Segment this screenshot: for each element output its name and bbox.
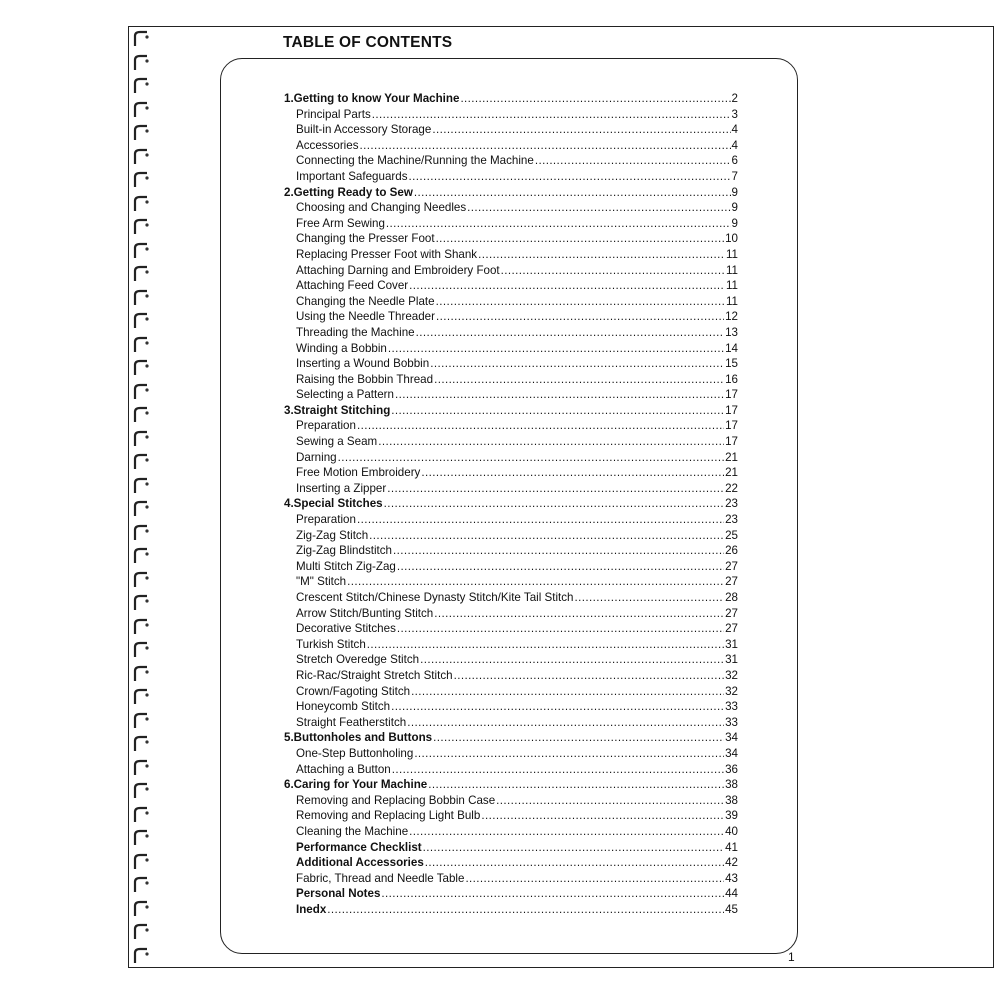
toc-entry-page: 40 bbox=[725, 824, 738, 838]
toc-entry-page: 33 bbox=[725, 700, 738, 714]
spiral-ring-icon bbox=[131, 287, 153, 309]
toc-leader-dots bbox=[360, 138, 731, 154]
toc-leader-dots bbox=[501, 263, 725, 279]
spiral-ring-icon bbox=[131, 99, 153, 121]
spiral-ring-icon bbox=[131, 569, 153, 591]
toc-entry-label: Free Arm Sewing bbox=[296, 216, 385, 230]
spiral-ring-icon bbox=[131, 686, 153, 708]
spiral-ring-icon bbox=[131, 498, 153, 520]
toc-leader-dots bbox=[436, 294, 725, 310]
toc-entry-label: 4.Special Stitches bbox=[284, 497, 383, 511]
toc-section bbox=[284, 730, 738, 746]
toc-subentry bbox=[284, 138, 738, 154]
toc-entry-page: 2 bbox=[731, 92, 738, 105]
toc-entry-page: 38 bbox=[725, 793, 738, 807]
toc-subentry bbox=[284, 902, 738, 918]
spiral-ring-icon bbox=[131, 475, 153, 497]
toc-entry-page: 31 bbox=[725, 637, 738, 651]
toc-subentry bbox=[284, 621, 738, 637]
toc-leader-dots bbox=[414, 185, 731, 201]
spiral-ring-icon bbox=[131, 28, 153, 50]
spiral-ring-icon bbox=[131, 169, 153, 191]
toc-subentry bbox=[284, 263, 738, 279]
spiral-ring-icon bbox=[131, 216, 153, 238]
toc-subentry bbox=[284, 481, 738, 497]
spiral-ring-icon bbox=[131, 428, 153, 450]
toc-entry-label: Built-in Accessory Storage bbox=[296, 123, 432, 137]
toc-leader-dots bbox=[421, 465, 724, 481]
toc-entry-label: Inserting a Wound Bobbin bbox=[296, 357, 430, 371]
toc-leader-dots bbox=[397, 559, 724, 575]
toc-entry-page: 16 bbox=[725, 372, 738, 386]
toc-subentry bbox=[284, 668, 738, 684]
toc-leader-dots bbox=[407, 715, 724, 731]
toc-subentry bbox=[284, 294, 738, 310]
toc-section bbox=[284, 185, 738, 201]
toc-leader-dots bbox=[369, 528, 724, 544]
spiral-ring-icon bbox=[131, 851, 153, 873]
toc-entry-page: 27 bbox=[725, 575, 738, 589]
toc-entry-label: Stretch Overedge Stitch bbox=[296, 653, 420, 667]
toc-subentry bbox=[284, 808, 738, 824]
spiral-ring-icon bbox=[131, 310, 153, 332]
toc-entry-label: Preparation bbox=[296, 419, 356, 433]
toc-entry-label: Darning bbox=[296, 450, 337, 464]
toc-subentry bbox=[284, 652, 738, 668]
toc-entry-label: Attaching Darning and Embroidery Foot bbox=[296, 263, 500, 277]
toc-entry-label: Performance Checklist bbox=[296, 840, 422, 854]
toc-entry-label: 3.Straight Stitching bbox=[284, 403, 391, 417]
toc-section bbox=[284, 777, 738, 793]
toc-entry-page: 39 bbox=[725, 809, 738, 823]
spiral-ring-icon bbox=[131, 146, 153, 168]
spiral-ring-icon bbox=[131, 75, 153, 97]
toc-leader-dots bbox=[423, 840, 724, 856]
toc-subentry bbox=[284, 886, 738, 902]
toc-leader-dots bbox=[386, 216, 731, 232]
toc-leader-dots bbox=[434, 372, 724, 388]
toc-subentry bbox=[284, 341, 738, 357]
spiral-ring-icon bbox=[131, 733, 153, 755]
toc-entry-label: 2.Getting Ready to Sew bbox=[284, 185, 413, 199]
toc-entry-page: 27 bbox=[725, 606, 738, 620]
toc-entry-page: 34 bbox=[725, 731, 738, 745]
toc-leader-dots bbox=[391, 699, 724, 715]
toc-entry-label: Ric-Rac/Straight Stretch Stitch bbox=[296, 668, 453, 682]
toc-leader-dots bbox=[338, 450, 724, 466]
toc-subentry bbox=[284, 746, 738, 762]
spiral-ring-icon bbox=[131, 357, 153, 379]
spiral-ring-icon bbox=[131, 52, 153, 74]
toc-leader-dots bbox=[409, 278, 725, 294]
spiral-ring-icon bbox=[131, 639, 153, 661]
toc-entry-page: 9 bbox=[731, 216, 738, 230]
toc-leader-dots bbox=[381, 886, 724, 902]
toc-entry-page: 17 bbox=[725, 419, 738, 433]
toc-entry-page: 32 bbox=[725, 684, 738, 698]
toc-entry-page: 41 bbox=[725, 840, 738, 854]
toc-entry-label: Replacing Presser Foot with Shank bbox=[296, 247, 478, 261]
spiral-ring-icon bbox=[131, 874, 153, 896]
toc-leader-dots bbox=[367, 637, 724, 653]
toc-entry-page: 15 bbox=[725, 357, 738, 371]
toc-entry-label: Changing the Needle Plate bbox=[296, 294, 435, 308]
toc-entry-label: Accessories bbox=[296, 138, 359, 152]
toc-leader-dots bbox=[436, 231, 725, 247]
toc-entry-page: 36 bbox=[725, 762, 738, 776]
toc-section bbox=[284, 496, 738, 512]
toc-subentry bbox=[284, 840, 738, 856]
toc-leader-dots bbox=[387, 481, 724, 497]
toc-subentry bbox=[284, 543, 738, 559]
toc-entry-page: 38 bbox=[725, 778, 738, 792]
toc-entry-page: 17 bbox=[725, 403, 738, 417]
toc-leader-dots bbox=[397, 621, 724, 637]
toc-entry-label: Decorative Stitches bbox=[296, 622, 396, 636]
toc-entry-page: 31 bbox=[725, 653, 738, 667]
toc-subentry bbox=[284, 434, 738, 450]
toc-entry-label: 5.Buttonholes and Buttons bbox=[284, 731, 433, 745]
toc-entry-label: Winding a Bobbin bbox=[296, 341, 387, 355]
toc-leader-dots bbox=[433, 730, 724, 746]
toc-entry-label: Threading the Machine bbox=[296, 325, 415, 339]
toc-leader-dots bbox=[481, 808, 724, 824]
toc-entry-page: 21 bbox=[725, 450, 738, 464]
toc-subentry bbox=[284, 590, 738, 606]
toc-entry-label: Honeycomb Stitch bbox=[296, 700, 391, 714]
toc-entry-page: 32 bbox=[725, 668, 738, 682]
toc-entry-label: Connecting the Machine/Running the Machine bbox=[296, 154, 534, 168]
toc-section bbox=[284, 91, 738, 107]
toc-leader-dots bbox=[409, 169, 731, 185]
toc-entry-page: 23 bbox=[725, 497, 738, 511]
toc-subentry bbox=[284, 559, 738, 575]
toc-leader-dots bbox=[467, 200, 730, 216]
toc-entry-page: 33 bbox=[725, 715, 738, 729]
toc-leader-dots bbox=[432, 122, 730, 138]
toc-entry-page: 28 bbox=[725, 591, 738, 604]
toc-entry-label: Sewing a Seam bbox=[296, 435, 378, 449]
toc-leader-dots bbox=[575, 590, 725, 606]
toc-leader-dots bbox=[420, 652, 724, 668]
toc-entry-page: 17 bbox=[725, 435, 738, 449]
toc-entry-page: 12 bbox=[725, 310, 738, 324]
toc-subentry bbox=[284, 684, 738, 700]
spiral-ring-icon bbox=[131, 804, 153, 826]
toc-leader-dots bbox=[430, 356, 724, 372]
toc-entry-label: Arrow Stitch/Bunting Stitch bbox=[296, 606, 434, 620]
toc-entry-page: 11 bbox=[725, 263, 738, 277]
toc-leader-dots bbox=[460, 91, 730, 107]
toc-entry-label: Removing and Replacing Bobbin Case bbox=[296, 793, 496, 807]
toc-entry-page: 6 bbox=[731, 154, 738, 168]
toc-leader-dots bbox=[393, 543, 724, 559]
toc-entry-label: Straight Featherstitch bbox=[296, 715, 407, 729]
toc-entry-label: Attaching Feed Cover bbox=[296, 279, 409, 293]
toc-leader-dots bbox=[478, 247, 725, 263]
toc-entry-label: Additional Accessories bbox=[296, 856, 424, 870]
toc-list bbox=[284, 91, 738, 917]
toc-subentry bbox=[284, 278, 738, 294]
spiral-ring-icon bbox=[131, 616, 153, 638]
toc-entry-page: 4 bbox=[731, 123, 738, 137]
toc-section bbox=[284, 403, 738, 419]
toc-subentry bbox=[284, 372, 738, 388]
toc-leader-dots bbox=[388, 341, 724, 357]
toc-entry-page: 7 bbox=[731, 169, 738, 183]
spiral-ring-icon bbox=[131, 240, 153, 262]
toc-subentry bbox=[284, 450, 738, 466]
toc-subentry bbox=[284, 574, 738, 590]
toc-subentry bbox=[284, 169, 738, 185]
toc-leader-dots bbox=[378, 434, 724, 450]
toc-leader-dots bbox=[409, 824, 724, 840]
toc-subentry bbox=[284, 512, 738, 528]
toc-subentry bbox=[284, 387, 738, 403]
toc-leader-dots bbox=[434, 606, 724, 622]
toc-subentry bbox=[284, 637, 738, 653]
toc-leader-dots bbox=[428, 777, 724, 793]
toc-subentry bbox=[284, 247, 738, 263]
spiral-ring-icon bbox=[131, 710, 153, 732]
spiral-ring-icon bbox=[131, 757, 153, 779]
toc-entry-page: 11 bbox=[725, 247, 738, 261]
spiral-ring-icon bbox=[131, 592, 153, 614]
toc-entry-label: Important Safeguards bbox=[296, 169, 408, 183]
toc-entry-page: 23 bbox=[725, 513, 738, 527]
toc-entry-label: Crescent Stitch/Chinese Dynasty Stitch/Kite Tail Stitch bbox=[296, 591, 574, 604]
toc-leader-dots bbox=[465, 871, 724, 887]
toc-entry-page: 11 bbox=[725, 279, 738, 293]
toc-entry-label: Removing and Replacing Light Bulb bbox=[296, 809, 481, 823]
toc-leader-dots bbox=[357, 512, 724, 528]
toc-leader-dots bbox=[392, 762, 724, 778]
toc-entry-page: 44 bbox=[725, 887, 738, 901]
page-title: TABLE OF CONTENTS bbox=[283, 34, 453, 51]
toc-entry-label: Cleaning the Machine bbox=[296, 824, 409, 838]
toc-subentry bbox=[284, 356, 738, 372]
toc-leader-dots bbox=[357, 418, 724, 434]
toc-entry-page: 25 bbox=[725, 528, 738, 542]
toc-subentry bbox=[284, 231, 738, 247]
toc-subentry bbox=[284, 107, 738, 123]
toc-entry-label: Zig-Zag Stitch bbox=[296, 528, 369, 542]
toc-entry-label: Free Motion Embroidery bbox=[296, 466, 421, 480]
toc-subentry bbox=[284, 606, 738, 622]
toc-leader-dots bbox=[411, 684, 724, 700]
spiral-ring-icon bbox=[131, 381, 153, 403]
toc-subentry bbox=[284, 793, 738, 809]
toc-leader-dots bbox=[454, 668, 725, 684]
spiral-ring-icon bbox=[131, 921, 153, 943]
toc-leader-dots bbox=[391, 403, 724, 419]
toc-entry-label: "M" Stitch bbox=[296, 575, 347, 589]
spiral-ring-icon bbox=[131, 522, 153, 544]
toc-entry-page: 14 bbox=[725, 341, 738, 355]
toc-subentry bbox=[284, 465, 738, 481]
toc-subentry bbox=[284, 325, 738, 341]
toc-entry-label: Choosing and Changing Needles bbox=[296, 201, 467, 215]
toc-entry-label: Attaching a Button bbox=[296, 762, 391, 776]
toc-subentry bbox=[284, 200, 738, 216]
toc-subentry bbox=[284, 216, 738, 232]
toc-entry-label: Raising the Bobbin Thread bbox=[296, 372, 434, 386]
toc-leader-dots bbox=[496, 793, 724, 809]
spiral-ring-icon bbox=[131, 334, 153, 356]
toc-entry-label: Personal Notes bbox=[296, 887, 381, 901]
toc-subentry bbox=[284, 762, 738, 778]
spiral-ring-icon bbox=[131, 827, 153, 849]
toc-entry-page: 34 bbox=[725, 746, 738, 760]
spiral-ring-icon bbox=[131, 663, 153, 685]
toc-subentry bbox=[284, 715, 738, 731]
spiral-ring-icon bbox=[131, 122, 153, 144]
toc-entry-page: 27 bbox=[725, 559, 738, 573]
toc-entry-page: 9 bbox=[731, 201, 738, 215]
spiral-ring-icon bbox=[131, 898, 153, 920]
toc-entry-label: Changing the Presser Foot bbox=[296, 232, 435, 246]
toc-subentry bbox=[284, 824, 738, 840]
spiral-ring-icon bbox=[131, 263, 153, 285]
toc-subentry bbox=[284, 309, 738, 325]
toc-subentry bbox=[284, 153, 738, 169]
toc-subentry bbox=[284, 122, 738, 138]
toc-entry-label: 1.Getting to know Your Machine bbox=[284, 92, 460, 105]
toc-entry-page: 11 bbox=[725, 294, 738, 308]
toc-leader-dots bbox=[395, 387, 724, 403]
toc-entry-page: 42 bbox=[725, 856, 738, 870]
toc-entry-label: Using the Needle Threader bbox=[296, 310, 435, 324]
toc-leader-dots bbox=[327, 902, 724, 918]
toc-entry-label: Crown/Fagoting Stitch bbox=[296, 684, 411, 698]
toc-leader-dots bbox=[372, 107, 731, 123]
toc-entry-label: One-Step Buttonholing bbox=[296, 746, 414, 760]
toc-leader-dots bbox=[347, 574, 724, 590]
toc-leader-dots bbox=[416, 325, 725, 341]
toc-entry-page: 27 bbox=[725, 622, 738, 636]
toc-entry-label: Selecting a Pattern bbox=[296, 388, 394, 402]
page-number: 1 bbox=[788, 950, 795, 964]
toc-entry-label: Fabric, Thread and Needle Table bbox=[296, 871, 465, 885]
toc-leader-dots bbox=[384, 496, 725, 512]
toc-entry-label: Turkish Stitch bbox=[296, 637, 366, 651]
toc-entry-page: 21 bbox=[725, 466, 738, 480]
toc-leader-dots bbox=[436, 309, 724, 325]
toc-subentry bbox=[284, 528, 738, 544]
toc-entry-page: 4 bbox=[731, 138, 738, 152]
toc-subentry bbox=[284, 699, 738, 715]
toc-leader-dots bbox=[414, 746, 724, 762]
toc-leader-dots bbox=[535, 153, 731, 169]
toc-leader-dots bbox=[425, 855, 724, 871]
toc-entry-page: 45 bbox=[725, 902, 738, 916]
toc-subentry bbox=[284, 418, 738, 434]
toc-subentry bbox=[284, 871, 738, 887]
toc-entry-page: 3 bbox=[731, 107, 738, 121]
spiral-ring-icon bbox=[131, 451, 153, 473]
toc-entry-label: Inserting a Zipper bbox=[296, 481, 387, 495]
spiral-binding bbox=[131, 28, 155, 966]
toc-entry-page: 13 bbox=[725, 325, 738, 339]
toc-entry-page: 10 bbox=[725, 232, 738, 246]
toc-entry-label: Preparation bbox=[296, 513, 356, 527]
toc-entry-page: 43 bbox=[725, 871, 738, 885]
toc-subentry bbox=[284, 855, 738, 871]
toc-entry-page: 26 bbox=[725, 544, 738, 558]
spiral-ring-icon bbox=[131, 545, 153, 567]
toc-entry-page: 9 bbox=[731, 185, 738, 199]
toc-entry-label: Principal Parts bbox=[296, 107, 371, 121]
toc-entry-label: Multi Stitch Zig-Zag bbox=[296, 559, 396, 573]
toc-entry-page: 17 bbox=[725, 388, 738, 402]
toc-entry-label: Zig-Zag Blindstitch bbox=[296, 544, 393, 558]
toc-entry-page: 22 bbox=[725, 481, 738, 495]
spiral-ring-icon bbox=[131, 193, 153, 215]
spiral-ring-icon bbox=[131, 945, 153, 967]
toc-entry-label: Inedx bbox=[296, 902, 327, 916]
toc-entry-label: 6.Caring for Your Machine bbox=[284, 778, 428, 792]
spiral-ring-icon bbox=[131, 404, 153, 426]
spiral-ring-icon bbox=[131, 780, 153, 802]
